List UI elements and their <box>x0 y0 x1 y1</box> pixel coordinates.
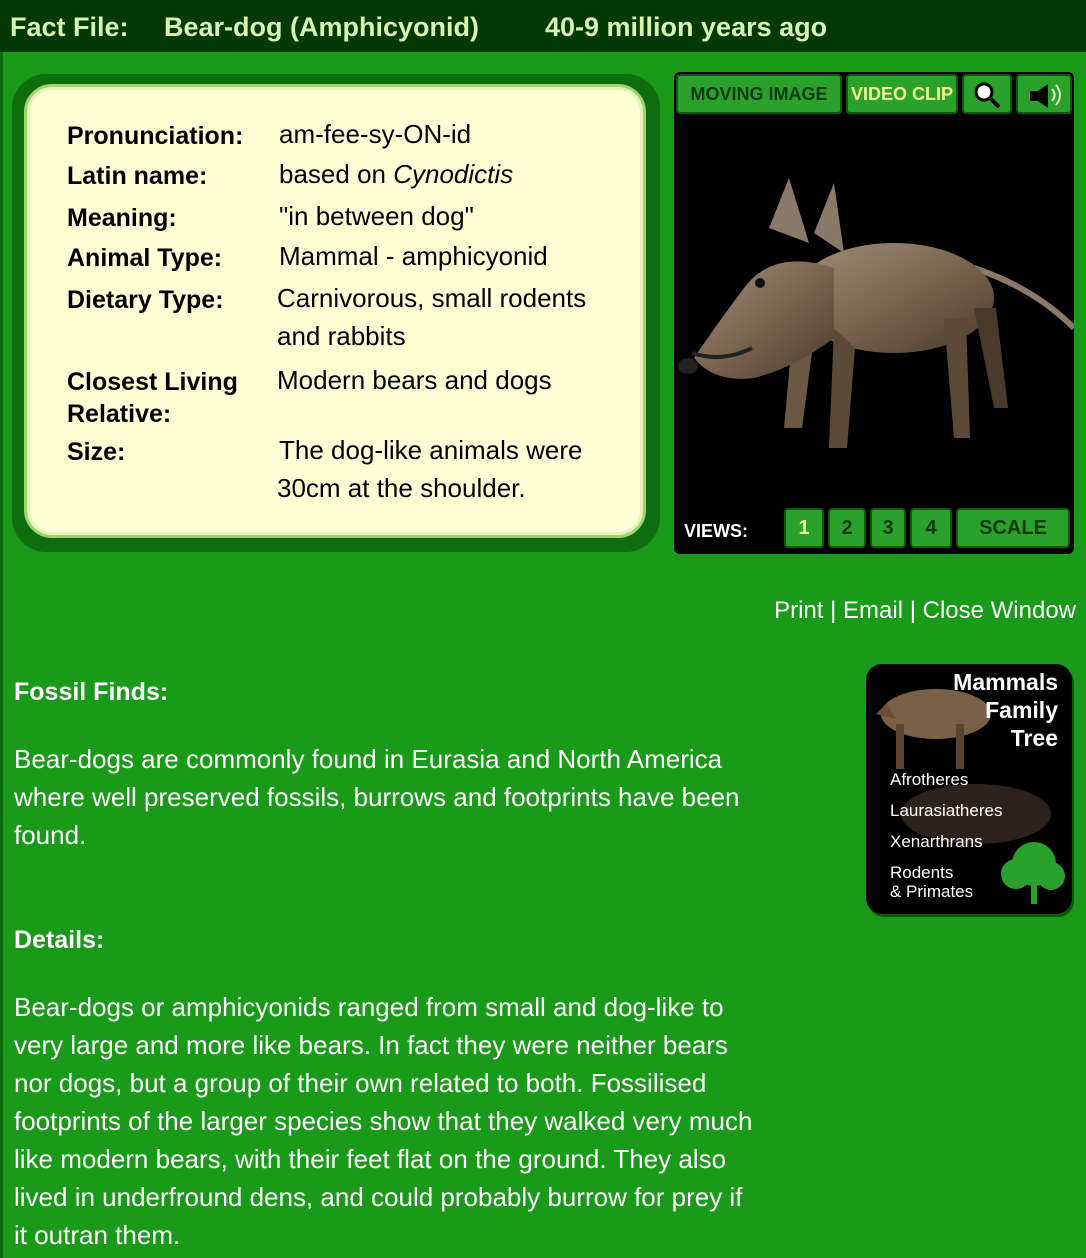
fossil-finds-heading: Fossil Finds: <box>14 678 169 706</box>
pronunciation-value: am-fee-sy-ON-id <box>279 119 472 149</box>
close-window-link[interactable]: Close Window <box>922 597 1076 624</box>
view-2-button[interactable]: 2 <box>828 508 866 548</box>
print-link[interactable]: Print <box>774 597 824 624</box>
details-text: Bear-dogs or amphicyonids ranged from small and dog-like to very large and more like bears. In fact they were neither bears nor dogs, but a group of their own related to both. Fossilised footprints of the larger species show that they walked very much like modern bears, with their feet flat on the ground. They also lived in underfround dens, and could probably burrow for prey if it outran them. <box>14 992 753 1250</box>
closest-relative-label-line2: Relative: <box>67 400 172 428</box>
mammals-family-tree-link[interactable] <box>866 664 1072 914</box>
animal-name: Bear-dog (Amphicyonid) <box>164 12 479 42</box>
moving-image-tab[interactable]: MOVING IMAGE <box>676 74 842 114</box>
era-label: 40-9 million years ago <box>545 12 828 42</box>
pronunciation-label: Pronunciation: <box>67 122 244 150</box>
tree-item-afrotheres: Afrotheres <box>890 770 969 789</box>
latin-italic: Cynodictis <box>393 159 514 189</box>
scale-button[interactable]: SCALE <box>956 508 1070 548</box>
tree-item-rodents: Rodents <box>890 863 954 882</box>
latin-name-value: based on Cynodictis <box>279 159 514 189</box>
image-viewer <box>674 72 1074 554</box>
view-3-button[interactable]: 3 <box>870 508 906 548</box>
bear-dog-image <box>674 118 1074 510</box>
dietary-type-value-line2: and rabbits <box>277 321 406 351</box>
fossil-finds-text: Bear-dogs are commonly found in Eurasia and North America where well preserved fossils, burrows and footprints have been found. <box>14 744 740 850</box>
meaning-value: "in between dog" <box>279 201 474 231</box>
view-4-button[interactable]: 4 <box>910 508 952 548</box>
meaning-label: Meaning: <box>67 204 177 232</box>
email-link[interactable]: Email <box>843 597 904 624</box>
size-value-line2: 30cm at the shoulder. <box>277 473 526 503</box>
fact-box <box>12 74 660 552</box>
video-clip-tab[interactable]: VIDEO CLIP <box>846 74 958 114</box>
family-tree-title: Mammals Family Tree <box>953 669 1058 751</box>
magnifier-icon <box>972 80 1002 110</box>
tree-item-primates: & Primates <box>890 882 974 901</box>
animal-type-value: Mammal - amphicyonid <box>279 241 548 271</box>
size-label: Size: <box>67 438 126 466</box>
details-heading: Details: <box>14 926 105 954</box>
dietary-type-value-line1: Carnivorous, small rodents <box>277 283 587 313</box>
title-bar <box>0 0 1086 52</box>
zoom-button[interactable] <box>962 74 1012 114</box>
tree-item-laurasiatheres: Laurasiatheres <box>890 801 1003 820</box>
animal-type-label: Animal Type: <box>67 244 223 272</box>
tree-item-xenarthrans: Xenarthrans <box>890 832 983 851</box>
action-links: Print | Email | Close Window <box>774 597 1076 624</box>
closest-relative-value: Modern bears and dogs <box>277 365 552 395</box>
speaker-icon <box>1026 81 1062 109</box>
views-label: VIEWS: <box>684 521 749 541</box>
size-value-line1: The dog-like animals were <box>279 435 583 465</box>
closest-relative-label-line1: Closest Living <box>67 368 238 396</box>
dietary-type-label: Dietary Type: <box>67 286 224 314</box>
view-1-button[interactable]: 1 <box>784 508 824 548</box>
latin-name-label: Latin name: <box>67 162 208 190</box>
fact-file-label: Fact File: <box>10 12 129 42</box>
sound-button[interactable] <box>1016 74 1072 114</box>
